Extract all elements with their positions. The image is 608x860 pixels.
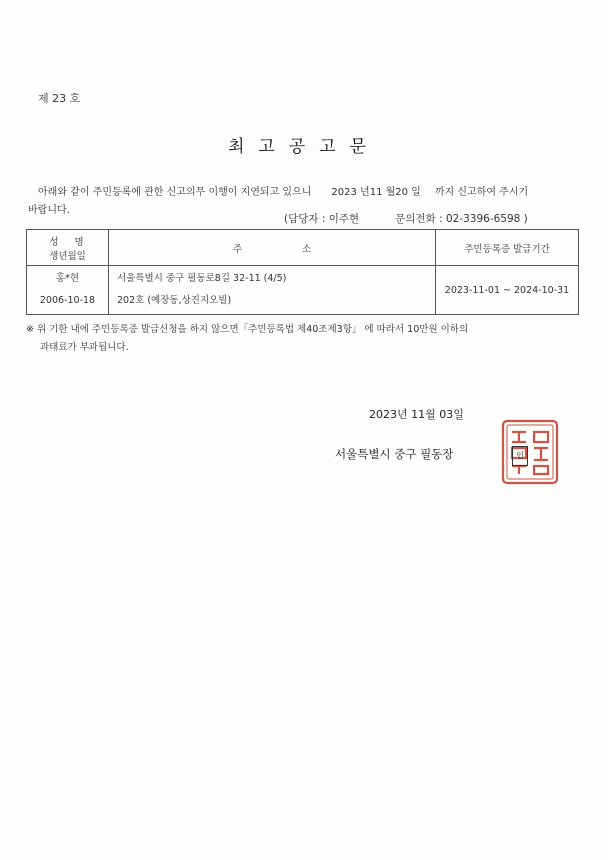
cell-address-line1: 서울특별시 중구 필동로8길 32-11 (4/5) bbox=[117, 273, 287, 284]
table-header-row bbox=[27, 230, 579, 266]
header-name: 성명 bbox=[49, 236, 100, 248]
issuer-name: 서울특별시 중구 필동장 bbox=[335, 447, 454, 461]
cell-address bbox=[109, 266, 436, 315]
seal-box: 인 bbox=[512, 446, 528, 466]
intro-deadline: 2023 년11 월20 일 bbox=[331, 187, 421, 198]
penalty-note-line-2: 과태료가 부과됩니다. bbox=[40, 342, 129, 353]
header-name-birth bbox=[27, 230, 109, 266]
document-title: 최고공고문 bbox=[227, 137, 381, 157]
contact-manager: (담당자 : 이주현 bbox=[284, 213, 360, 225]
cell-name-birth bbox=[27, 266, 109, 315]
intro-text-c: 까지 신고하여 주시기 bbox=[434, 187, 529, 198]
header-period: 주민등록증 발급기간 bbox=[436, 230, 579, 266]
cell-birth: 2006-10-18 bbox=[39, 295, 96, 306]
contact-phone: 문의전화 : 02-3396-6598 ) bbox=[395, 213, 528, 225]
contact-line bbox=[284, 211, 528, 226]
cell-period: 2023-11-01 ~ 2024-10-31 bbox=[436, 266, 579, 315]
cell-name: 홍*현 bbox=[55, 273, 80, 284]
issue-date: 2023년 11월 03일 bbox=[369, 408, 464, 421]
document-number: 제 23 호 bbox=[38, 92, 81, 105]
intro-line-1 bbox=[38, 183, 528, 198]
notice-table bbox=[26, 229, 579, 315]
intro-line-2: 바랍니다. bbox=[28, 205, 70, 216]
cell-address-line2: 202호 (예장동,상진지오빌) bbox=[117, 295, 232, 306]
table-row bbox=[27, 266, 579, 315]
header-address: 주소 bbox=[109, 230, 436, 266]
penalty-note-line-1: ※ 위 기한 내에 주민등록증 발급신청을 하지 않으면「주민등록법 제40조제3항」 에 따라서 10만원 이하의 bbox=[26, 324, 469, 335]
header-birth: 생년월일 bbox=[49, 250, 86, 262]
intro-text-a: 아래와 같이 주민등록에 관한 신고의무 이행이 지연되고 있으니 bbox=[38, 187, 312, 198]
official-seal-stamp bbox=[500, 418, 560, 486]
